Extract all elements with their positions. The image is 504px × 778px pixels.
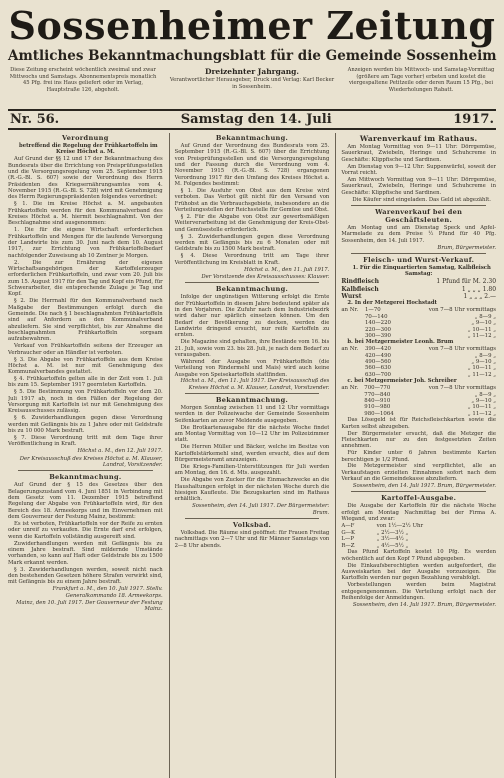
- masthead-title: Sossenheimer Zeitung: [8, 3, 496, 48]
- paragraph: § 2. Für die Abgabe von Obst zur gewerbsmäßigen Weiterverarbeitung ist die Genehmigung der Kreis-Obst- und Gemüsestelle erforderlich.: [174, 213, 330, 233]
- publisher-info: Verantwortlicher Herausgeber, Druck und Verlag: Karl Becker in Sossenheim.: [169, 77, 335, 90]
- table-cell: 420—490: [365, 352, 391, 359]
- section-title: Warenverkauf bei den Geschäftsleuten.: [375, 207, 463, 224]
- table-cell: 300—390: [365, 332, 391, 339]
- paragraph-group: [8, 156, 163, 447]
- issue-bar: [8, 109, 496, 130]
- table-cell: „ 11—12 „: [467, 332, 496, 339]
- paragraph-group: [341, 144, 496, 196]
- table-cell: an Nr.: [341, 385, 359, 392]
- signature: Mainz, den 10. Juli 1917. Der Gouverneur der Festung Mainz.: [16, 599, 163, 613]
- paragraph-group: [341, 549, 496, 601]
- meat-price-list: [341, 278, 496, 300]
- table-cell: „ 10—11 „: [467, 365, 496, 372]
- table-cell: 390—420: [365, 346, 391, 353]
- section-title: Fleisch- und Wurst-Verkauf.: [363, 255, 475, 264]
- paragraph-group: [341, 431, 496, 483]
- section-title: Bekanntmachung.: [215, 396, 289, 405]
- table-cell: „ 2½—3½ „: [376, 529, 409, 536]
- column-3: [335, 133, 496, 778]
- paragraph: § 5. Die Bestimmung von Frühkartoffeln vor dem 20. Juli 1917 ab, noch in den Fällen der Regelung der Versorgung mit Kartoffeln ist nur mit Genehmigung des Kreisausschusses zulässig.: [8, 389, 163, 415]
- paragraph: Es ist verboten, Frühkartoffeln vor der Reife zu ernten oder unreif zu verkaufen. Die Ernte darf erst erfolgen, wenn die Kartoffeln vollständig ausgereift sind.: [8, 520, 163, 540]
- signature: Sossenheim, den 14. Juli 1917. Brum, Bürgermeister.: [352, 601, 496, 608]
- paragraph: § 1. Die Ausfuhr von Obst aus dem Kreise wird verboten. Das Verbot gilt nicht für den Versand von Frühobst an die Verbrauchsgebiete, insbesondere an die Verteilungsstellen der Reichsstelle für Gemüse und Obst.: [174, 188, 330, 214]
- section-subtitle: 1. Für die Einquartierten Samstag, Kalbfleisch Samstag:: [352, 264, 491, 278]
- paragraph: Am Mittwoch Vormittag von 9—11 Uhr: Dörrgemüse, Sauerkraut, Zwiebeln, Heringe und Schuhcreme in Geschäfte: Klippfische und Sardinen.: [341, 176, 496, 196]
- divider: [351, 491, 486, 492]
- table-cell: 980—1064: [364, 410, 394, 417]
- table-cell: „ 3½—4½ „: [376, 536, 409, 543]
- divider: [185, 282, 320, 283]
- meat-price-row: [341, 286, 496, 293]
- paragraph: Infolge der ungünstigen Witterung erfolgt die Ernte der Frühkartoffeln in diesem Jahre bedeutend später als in den Vorjahren. Die Zufuhr nach dem Industriebezirk wird daher nur spärlich einsetzen können. Um den Bedarf der Bevölkerung zu decken, werden die Landwirte dringend ersucht, nur reife Kartoffeln zu ernten.: [174, 294, 330, 339]
- issue-year: 1917.: [453, 112, 494, 127]
- issue-number: Nr. 56.: [10, 112, 60, 127]
- paragraph: Am Montag Vormittag von 9—11 Uhr: Dörrgemüse, Sauerkraut, Zwiebeln, Heringe und Schuhcreme in Geschäfte: Klippfische und Sardinen.: [341, 144, 496, 163]
- signature: Der Vorsitzende des Kreisausschusses: Klauser.: [201, 273, 330, 280]
- paragraph: Auf Grund der §§ 12 und 17 der Bekanntmachung des Bundesrats über die Errichtung von Preisprüfungsstellen und die Versorgungsregelung vom 25. September 1915 (R.-G.-Bl. S. 607) sowie der Verordnung des Herrn Präsidenten des Kriegsernährungsamtes vom 4. November 1915 (R.-G.-Bl. S. 728) wird mit Genehmigung des Herrn Regierungspräsidenten folgendes verordnet:: [8, 156, 163, 201]
- table-cell: „ 11—12 „: [467, 371, 496, 378]
- paragraph: § 4. Diese Verordnung tritt am Tage ihrer Veröffentlichung im Kreisblatt in Kraft.: [174, 253, 330, 266]
- potato-schedule: [341, 523, 496, 549]
- table-cell: 220—300: [365, 326, 391, 333]
- header-info-row: [8, 67, 496, 107]
- masthead-subtitle: Amtliches Bekanntmachungsblatt für die Gemeinde Sossenheim: [8, 48, 497, 64]
- schedule-table: [341, 307, 496, 339]
- table-cell: „ 9—10 „: [471, 359, 496, 366]
- section-intro: betreffend die Regelung der Frühkartoffeln im Kreise Höchst a. M.: [19, 143, 158, 156]
- table-cell: „ 8—9 „: [474, 391, 496, 398]
- paragraph: § 2. Die Herrnahl für den Kommunalverband nach Maßgabe der Bestimmungen erfolgt durch die Gemeinde. Die nach § 1 beschlagnahmten Frühkartoffeln sind auf Anfordern an den Kommunalverband abzuliefern. Sie sind verpflichtet, bis zur Abnahme die beschlagnahmten Frühkartoffeln sorgsam aufzubewahren.: [8, 298, 163, 343]
- table-cell: von 1½—2½ Uhr: [376, 523, 424, 530]
- schedule-table: [341, 385, 496, 417]
- signature-date: Höchst a. M., den 12. Juli 1917.: [77, 448, 163, 455]
- table-row: [341, 523, 496, 530]
- advertisement-notice: Anzeigen werden bis Mittwoch- und Samstag-Vormittag (größere am Tage vorher) erbeten und kostet die viergespaltene Petitzeile oder deren Raum 15 Pfg., bei Wiederholungen Rabatt.: [347, 67, 495, 93]
- divider: [185, 393, 320, 394]
- table-cell: 1—70: [365, 307, 381, 314]
- butcher-heading: c. bei Metzgermeister Joh. Schreiber: [347, 378, 457, 385]
- signature: Sossenheim, den 14. Juli 1917. Brum, Bürgermeister.: [352, 483, 496, 490]
- paragraph-group: [175, 143, 330, 266]
- paragraph: Vorbestellungen werden beim Magistrat entgegengenommen. Die Verteilung erfolgt nach der Reihenfolge der Anmeldungen.: [341, 582, 496, 601]
- paragraph: Die Herren Müller und Bäcker, welche im Besitze von Kartoffelstärkemehl sind, werden ersucht, dies auf dem Bürgermeisteramt anzuzeigen.: [174, 444, 330, 464]
- paragraph: § 3. Zuwiderhandlungen gegen diese Verordnung werden mit Gefängnis bis zu 6 Monaten oder mit Geldstrafe bis zu 1500 Mark bestraft.: [174, 233, 330, 253]
- paragraph: § 3. Zuwiderhandlungen werden, soweit nicht nach den bestehenden Gesetzen höhere Strafen verwirkt sind, mit Gefängnis bis zu einem Jahre bestraft.: [8, 566, 163, 586]
- paragraph: Zuwiderhandlungen werden mit Gefängnis bis zu einem Jahre bestraft. Sind mildernde Umstände vorhanden, so kann auf Haft oder Geldstrafe bis zu 1500 Mark erkannt werden.: [8, 540, 163, 566]
- publisher-block: [167, 67, 337, 90]
- signature: Der Kreisausschuß des Kreises Höchst a. M. Klauser, Landrat, Vorsitzender.: [19, 455, 163, 468]
- table-cell: an Nr.: [341, 346, 359, 353]
- paragraph: Die Kriegs-Familien-Unterstützungen für Juli werden am Montag, den 16. d. Mts. ausgezahlt.: [174, 464, 330, 477]
- table-cell: 840—910: [364, 398, 391, 405]
- meat-name: Wurst: [341, 292, 362, 300]
- table-cell: R—Z: [341, 542, 355, 549]
- table-cell: 490—560: [365, 359, 391, 366]
- meat-name: Kalbfleisch: [341, 285, 379, 293]
- table-cell: 700—770: [364, 385, 391, 392]
- section-title: Bekanntmachung.: [215, 285, 289, 294]
- column-2: [169, 133, 330, 778]
- meat-price: 1 „ „ „ 1.80: [461, 285, 496, 293]
- paragraph: Während der Ausgabe von Frühkartoffeln (die Verteilung von Rindermehl und Mais) wird auch keine Ausgabe von Speisekartoffeln stattfinden.: [174, 358, 330, 378]
- paragraph: § 6. Zuwiderhandlungen gegen diese Verordnung werden mit Gefängnis bis zu 1 Jahre oder mit Geldstrafe bis zu 10 000 Mark bestraft.: [8, 415, 163, 435]
- paragraph: Der Bürgermeister ersucht, daß die Metzger die Fleischkarten nur zu den festgesetzten Zeiten annehmen.: [341, 430, 496, 450]
- table-cell: von 7—8 Uhr vormittags: [428, 385, 496, 392]
- table-row: [341, 536, 496, 543]
- paragraph: Die Brotkartenausgabe für die nächste Woche findet am Montag Vormittag von 10—12 Uhr im Polizeizimmer statt.: [174, 424, 330, 444]
- paragraph: § 3. Die Abgabe von Frühkartoffeln aus dem Kreise Höchst a. M. ist nur mit Genehmigung des Kommunalverbandes gestattet.: [8, 356, 163, 376]
- table-cell: 70—140: [365, 313, 388, 320]
- table-cell: „ 8—9 „: [474, 352, 496, 359]
- paragraph: Auf Grund der § 15 des Gesetzes über den Belagerungszustand vom 4. Juni 1851 in Verbindung mit dem Gesetz vom 11. Dezember 1915 betreffend Regelung der Abgabe von Frühkartoffeln wird, für den Bereich des 18. Armeekorps und im Einvernehmen mit dem Gouverneur der Festung Mainz, bestimmt:: [8, 482, 163, 521]
- divider: [18, 470, 153, 471]
- section-title: Verordnung: [62, 134, 109, 142]
- section-title: Warenverkauf im Rathaus.: [359, 134, 478, 143]
- issue-date: Samstag den 14. Juli: [180, 112, 332, 127]
- divider: [185, 518, 320, 519]
- table-cell: „ 10—11 „: [467, 404, 496, 411]
- paragraph: Die Abgabe von Zucker für die Einmachzwecke an die Haushaltungen erfolgt in der nächsten Woche durch die hiesigen Kaufleute. Die Bezugskarten sind im Rathaus erhältlich.: [174, 477, 330, 503]
- paragraph: Das Pfund Kartoffeln kostet 10 Pfg. Es werden wöchentlich auf den Kopf 7 Pfund abgegeben.: [341, 549, 496, 562]
- divider: [351, 253, 486, 254]
- meat-price-row: [341, 278, 496, 285]
- section-title: Kartoffel-Ausgabe.: [381, 494, 457, 503]
- butcher-heading: 2. In der Metzgerei Hochstadt: [347, 300, 438, 307]
- table-cell: 770—840: [364, 391, 391, 398]
- table-cell: von 7—8 Uhr vormittags: [428, 307, 496, 314]
- table-cell: „ 4½—5½ „: [376, 542, 409, 549]
- column-1: [8, 133, 163, 778]
- table-cell: „ 10—11 „: [467, 326, 496, 333]
- table-cell: „ 8—9 „: [474, 313, 496, 320]
- table-cell: „ 11—12 „: [467, 410, 496, 417]
- paragraph: § 1. Die im Kreise Höchst a. M. angebauten Frühkartoffeln werden für den Kommunalverband des Kreises Höchst a. M. hiermit beschlagnahmt. Von der Beschlagnahme sind ausgenommen:: [8, 201, 163, 227]
- paragraph: Die Einkaufsberechtigten werden aufgefordert, die Ausweiskarten bei der Ausgabe vorzuzeigen. Die Kartoffeln werden nur gegen Bezahlung verabfolgt.: [341, 562, 496, 582]
- paragraph: Verkauf von Frühkartoffeln seitens der Erzeuger an Verbraucher oder an Händler ist verboten.: [8, 343, 163, 356]
- schedule-table: [341, 346, 496, 378]
- paragraph: § 7. Diese Verordnung tritt mit dem Tage ihrer Veröffentlichung in Kraft.: [8, 435, 163, 448]
- paragraph: Die Ausgabe der Kartoffeln für die nächste Woche erfolgt am Montag Nachmittag bei der Firma A. Wiegand, und zwar:: [341, 503, 496, 523]
- paragraph: Das Lösegeld ist für Reichsfleischkarten sowie die Karten selbst abzugeben.: [341, 417, 496, 430]
- paragraph: § 4. Frühkartoffeln gelten alle in der Zeit vom 1. Juli bis zum 15. September 1917 geernteten Kartoffeln.: [8, 376, 163, 389]
- notice: Die Käufer sind eingeladen. Das Geld ist abgezählt.: [352, 196, 491, 203]
- table-cell: von 7—8 Uhr vormittags: [428, 346, 496, 353]
- butcher-heading: b. bei Metzgermeister Leonh. Brum: [347, 339, 454, 346]
- paragraph: 2. Die zur Ernährung der eigenen Wirtschaftsangehörigen der Kartoffelerzeuger erforderlichen Frühkartoffeln, und zwar vom 20. Juli bis zum 15. August 1917 für den Tag und Kopf ein Pfund, für Schwerarbeiter, die entsprechende Zulage je Tag und Kopf.: [8, 259, 163, 298]
- table-cell: L—P: [341, 536, 354, 543]
- table-cell: 630—700: [365, 371, 391, 378]
- signature: Sossenheim, den 14. Juli 1917. Der Bürgermeister: Brum.: [192, 503, 330, 516]
- section-title: Volksbad.: [232, 520, 272, 529]
- article-columns: [8, 133, 496, 778]
- meat-price-row: [341, 293, 496, 300]
- paragraph: Die Metzgermeister sind verpflichtet, alle an Verkaufstagen erzielten Einnahmen sofort nach dem Verkauf an die Gemeindekasse abzuliefern.: [341, 463, 496, 483]
- paragraph: Volksbad. Die Räume sind geöffnet: für Frauen Freitag nachmittags von 2—7 Uhr und für Männer Samstags von 2—8 Uhr abends.: [174, 529, 330, 549]
- table-row: [341, 543, 496, 550]
- signature: Frankfurt a. M., den 10. Juli 1917. Stellv. Generalkommando 18. Armeekorps.: [52, 586, 163, 599]
- divider: [351, 205, 486, 206]
- paragraph: Morgen Sonntag zwischen 11 und 12 Uhr vormittags werden in der Polizeiwache der Gemeinde Sossenheim Seifenkarten an zuvor Meldende ausgegeben.: [174, 405, 330, 424]
- subscription-notice: Diese Zeitung erscheint wöchentlich zweimal und zwar Mittwochs und Samstags. Abonnementspreis monatlich 45 Pfg. frei ins Haus geliefert oder im Verlag, Hauptstraße 126, abgeholt.: [9, 67, 157, 93]
- section-title: Bekanntmachung.: [215, 134, 289, 142]
- paragraph-group: [8, 482, 163, 585]
- meat-price: 1 Pfund für M. 2.30: [436, 278, 496, 286]
- paragraph: Die Magazine sind gehalten, ihre Bestände vom 16. bis 21. Juli, sowie vom 23. bis 28. Juli, je nach dem Bedarf zu verausgaben.: [174, 339, 330, 358]
- signature-date: Höchst a. M., den 11. Juli 1917.: [244, 266, 330, 273]
- paragraph: Auf Grund der Verordnung des Bundesrats vom 25. September 1915 (R.-G.-Bl. S. 607) über die Errichtung von Preisprüfungsstellen und die Versorgungsregelung und der Fassung durch die Verordnung vom 4. November 1915 (R.-G.-Bl. S. 728) ergangenen Verordnung 1917 für den Umfang des Kreises Höchst a. M. Folgendes bestimmt:: [174, 143, 330, 188]
- table-cell: G—K: [341, 529, 356, 536]
- meat-name: Rindfleisch: [341, 278, 380, 286]
- table-cell: „ 9—10 „: [471, 398, 496, 405]
- table-cell: „ 9—10 „: [471, 320, 496, 327]
- table-cell: an Nr.: [341, 307, 359, 314]
- signature: Höchst a. M., den 11. Juli 1917. Der Kreisausschuß des Kreises Höchst a. M. Klauser, Landrat, Vorsitzender.: [180, 378, 330, 391]
- table-row: [341, 530, 496, 537]
- section-title: Bekanntmachung.: [49, 473, 122, 482]
- paragraph-group: [175, 405, 330, 503]
- table-cell: 140—220: [365, 320, 391, 327]
- paragraph-group: [175, 294, 330, 378]
- volume-label: Dreizehnter Jahrgang.: [204, 67, 300, 76]
- signature: Brum, Bürgermeister.: [437, 244, 496, 251]
- table-cell: A—F: [341, 523, 355, 530]
- paragraph: Am Montag und am Dienstag Speck und Apfel-Marmelade zu dem Preise ½ Pfund für 40 Pfg. Sossenheim, den 14. Juli 1917.: [341, 224, 496, 244]
- table-cell: 910—980: [364, 404, 391, 411]
- table-cell: 560—630: [365, 365, 391, 372]
- paragraph: Am Dienstag von 9—12 Uhr: Suppenwürfel, soweit der Vorrat reicht.: [341, 163, 496, 176]
- paragraph: Für Kinder unter 6 Jahren bestimmte Karten berechtigen je 1/2 Pfund.: [341, 450, 496, 463]
- meat-price: 1 „ „ „ 2.—: [463, 292, 496, 300]
- paragraph: 1. Die für die eigene Wirtschaft erforderlichen Frühkartoffeln und Mengen für die laufende Versorgung der Landwirte bis zum 30. Juni nach dem 10. August 1917, zur Errichtung von Frühkartoffelbedarf nachfolgender Zuweisung ab 10 Zentner je Morgen.: [8, 227, 163, 259]
